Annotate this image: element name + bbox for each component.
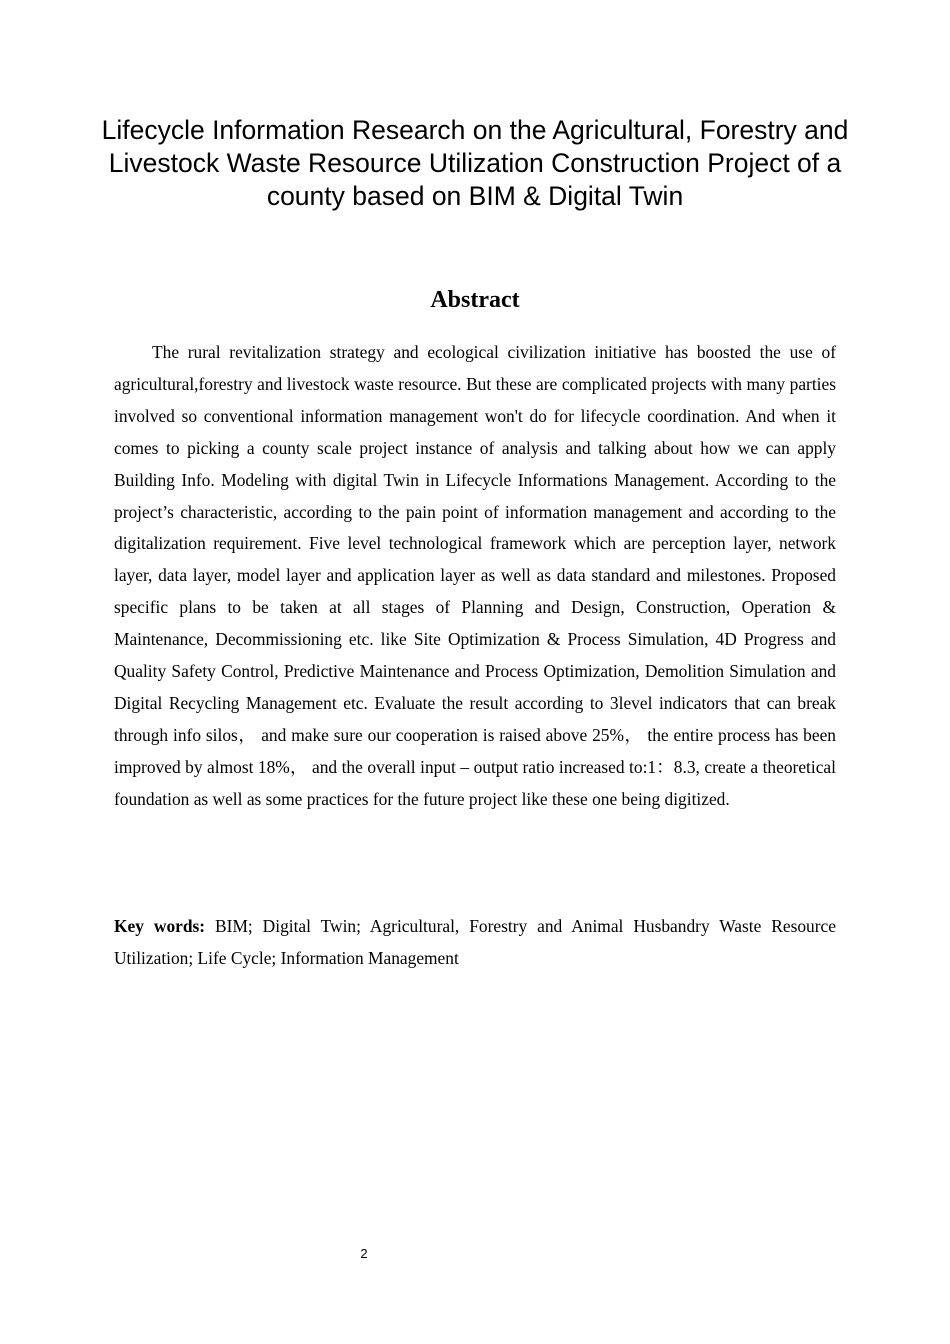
keywords-paragraph xyxy=(114,911,836,975)
keywords-label: Key words: xyxy=(114,916,206,936)
abstract-paragraph: The rural revitalization strategy and ecological civilization initiative has boosted the use of agricultural,forestry and livestock waste resource. But these are complicated projects with many parties involved so conventional information management won't do for lifecycle coordination. And when it comes to picking a county scale project instance of analysis and talking about how we can apply Building Info. Modeling with digital Twin in Lifecycle Informations Management. According to the project’s characteristic, according to the pain point of information management and according to the digitalization requirement. Five level technological framework which are perception layer, network layer, data layer, model layer and application layer as well as data standard and milestones. Proposed specific plans to be taken at all stages of Planning and Design, Construction, Operation & Maintenance, Decommissioning etc. like Site Optimization & Process Simulation, 4D Progress and Quality Safety Control, Predictive Maintenance and Process Optimization, Demolition Simulation and Digital Recycling Management etc. Evaluate the result according to 3level indicators that can break through info silos， and make sure our cooperation is raised above 25%， the entire process has been improved by almost 18%， and the overall input – output ratio increased to:1：8.3, create a theoretical foundation as well as some practices for the future project like these one being digitized. xyxy=(114,342,836,809)
keywords-list: BIM; Digital Twin; Agricultural, Forestry and Animal Husbandry Waste Resource Utilization; Life Cycle; Information Management xyxy=(114,916,836,968)
page-number: 2 xyxy=(360,1246,368,1261)
paper-title: Lifecycle Information Research on the Agricultural, Forestry and Livestock Waste Resource Utilization Construction Project of a county based on BIM & Digital Twin xyxy=(101,115,849,211)
abstract-heading: Abstract xyxy=(430,287,520,313)
